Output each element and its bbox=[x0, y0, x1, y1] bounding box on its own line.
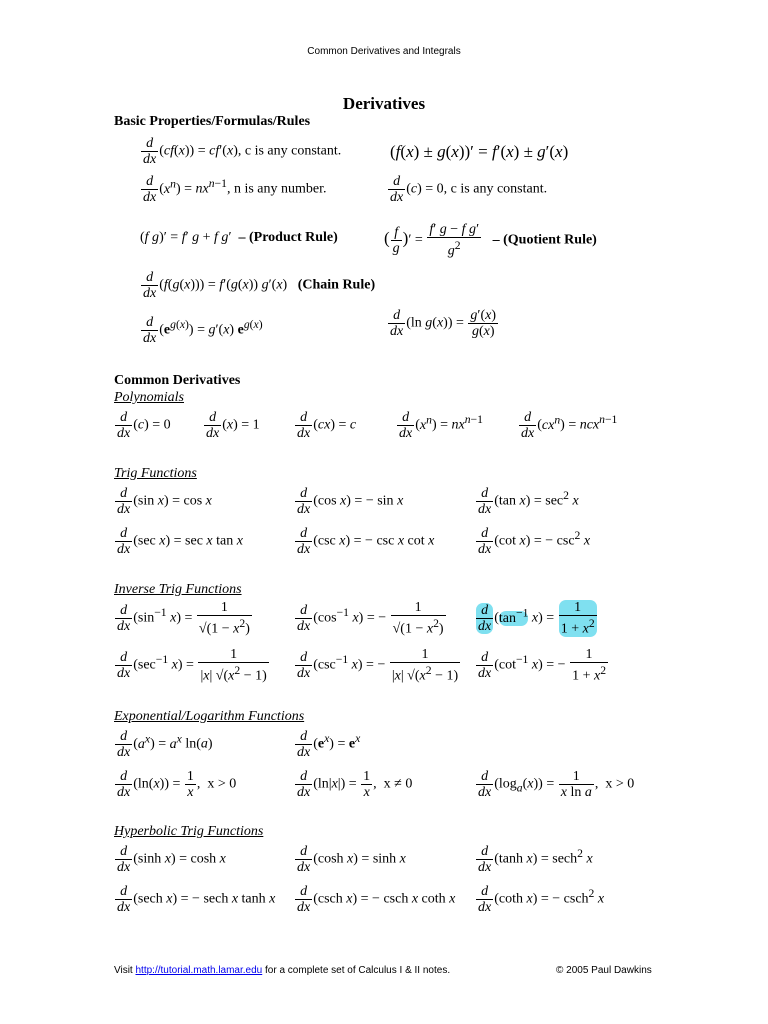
common-heading: Common Derivatives bbox=[114, 373, 241, 388]
footer-copyright: © 2005 Paul Dawkins bbox=[556, 965, 652, 976]
formula-d-arcsin: $\frac{d}{dx}$ ($\sin^{-1}$ x) = $\frac{1}{√(1 - x^2)}$ bbox=[117, 600, 250, 637]
formula-d-csch: $\frac{d}{dx}$ (csch x) = − csch x coth x bbox=[297, 884, 456, 915]
formula-d-cot: $\frac{d}{dx}$ (cot x) = − $\csc^2 x$ bbox=[478, 526, 591, 557]
footer-link[interactable]: http://tutorial.math.lamar.edu bbox=[135, 965, 263, 976]
chain-rule-label: (Chain Rule) bbox=[297, 277, 376, 293]
formula-d-arctan: $\frac{d}{dx}$ ($\tan^{-1}$ x) = $\frac{1}{1 + x^2}$ bbox=[478, 600, 595, 637]
formula-constant-multiple: $\frac{d}{dx}$ (cf(x)) = cf′(x), c is any constant. bbox=[143, 136, 342, 167]
formula-d-loga: $\frac{d}{dx}$ $(\log_a(x))$ = $\frac{1}{\text{x ln a}}$ , x > 0 bbox=[478, 769, 635, 800]
power-note: , n is any number. bbox=[226, 181, 327, 197]
footer-rest: for a complete set of Calculus I & II notes. bbox=[265, 965, 451, 976]
formula-d-cosh: $\frac{d}{dx}$ (cosh x) = sinh x bbox=[297, 844, 406, 875]
condition-ln: x > 0 bbox=[207, 776, 237, 792]
formula-product-rule: (f g)′ = f′ g + f g′ – (Product Rule) bbox=[140, 230, 338, 245]
formula-d-arccsc: $\frac{d}{dx}$ ($\csc^{-1}$ x) = − $\frac{1}{|x| √(x^2 - 1)}$ bbox=[297, 647, 459, 684]
condition-ln-abs: x ≠ 0 bbox=[383, 776, 413, 792]
footer-note bbox=[114, 965, 450, 976]
formula-d-csc: $\frac{d}{dx}$ (csc x) = − csc x cot x bbox=[297, 526, 435, 557]
formula-d-cxn: $\frac{d}{dx}$ $(cx^n) = ncx^{n-1}$ bbox=[521, 410, 618, 441]
formula-d-cos: $\frac{d}{dx}$ (cos x) = − sin x bbox=[297, 486, 404, 517]
formula-constant: $\frac{d}{dx}$ (c) = 0, c is any constant. bbox=[390, 174, 548, 205]
formula-d-x: $\frac{d}{dx}$ (x) = 1 bbox=[206, 410, 260, 441]
formula-power-rule: $\frac{d}{dx}$ $(x^n) = nx^{n-1}$, n is any number. bbox=[143, 174, 327, 205]
category-inverse-trig: Inverse Trig Functions bbox=[114, 582, 242, 597]
formula-d-ex: $\frac{d}{dx}$ $(e^x) = e^x$ bbox=[297, 729, 361, 760]
const-mult-note: , c is any constant. bbox=[237, 143, 342, 159]
formula-d-ln-abs: $\frac{d}{dx}$ (ln|x|) = $\frac{1}{x}$ , x ≠ 0 bbox=[297, 769, 413, 800]
formula-d-ax: $\frac{d}{dx}$ $(a^x) = a^x$ ln(a) bbox=[117, 729, 213, 760]
page-title: Derivatives bbox=[342, 94, 426, 113]
formula-d-const: $\frac{d}{dx}$ (c) = 0 bbox=[117, 410, 171, 441]
formula-d-sec: $\frac{d}{dx}$ (sec x) = sec x tan x bbox=[117, 526, 243, 557]
constant-note: , c is any constant. bbox=[443, 181, 548, 197]
category-hyperbolic: Hyperbolic Trig Functions bbox=[114, 824, 264, 839]
formula-d-sin: $\frac{d}{dx}$ (sin x) = cos x bbox=[117, 486, 212, 517]
formula-d-arccot: $\frac{d}{dx}$ ($\cot^{-1}$ x) = − $\frac{1}{1 + x^2}$ bbox=[478, 647, 607, 684]
condition-loga: x > 0 bbox=[605, 776, 635, 792]
quotient-rule-label: – (Quotient Rule) bbox=[492, 232, 597, 248]
formula-d-cx: $\frac{d}{dx}$ (cx) = c bbox=[297, 410, 357, 441]
formula-d-arcsec: $\frac{d}{dx}$ ($\sec^{-1}$ x) = $\frac{1}{|x| √(x^2 - 1)}$ bbox=[117, 647, 267, 684]
formula-log-chain: $\frac{d}{dx}$ (ln g(x)) = $\frac{g'(x)}{g(x)}$ bbox=[390, 308, 497, 339]
product-rule-label: – (Product Rule) bbox=[238, 230, 338, 245]
basic-heading: Basic Properties/Formulas/Rules bbox=[114, 114, 311, 129]
page-header: Common Derivatives and Integrals bbox=[307, 46, 461, 57]
category-polynomials: Polynomials bbox=[114, 390, 184, 405]
category-trig: Trig Functions bbox=[114, 466, 197, 481]
formula-d-sech: $\frac{d}{dx}$ (sech x) = − sech x tanh x bbox=[117, 884, 276, 915]
formula-d-arccos: $\frac{d}{dx}$ ($\cos^{-1}$ x) = − $\frac{1}{√(1 - x^2)}$ bbox=[297, 600, 444, 637]
formula-sum-rule: (f(x) ± g(x))′ = f′(x) ± g′(x) bbox=[390, 142, 569, 161]
formula-d-ln: $\frac{d}{dx}$ (ln(x)) = $\frac{1}{x}$ , x > 0 bbox=[117, 769, 237, 800]
formula-d-xn: $\frac{d}{dx}$ $(x^n) = nx^{n-1}$ bbox=[399, 410, 483, 441]
footer-visit: Visit bbox=[114, 965, 133, 976]
formula-d-coth: $\frac{d}{dx}$ (coth x) = − csch$^2$ x bbox=[478, 884, 605, 915]
formula-d-sinh: $\frac{d}{dx}$ (sinh x) = cosh x bbox=[117, 844, 226, 875]
formula-exp-chain: $\frac{d}{dx}$ $(e^{g(x)}) = g'(x)$ $e^{g(x)}$ bbox=[143, 315, 263, 346]
formula-chain-rule: $\frac{d}{dx}$ (f(g(x))) = f′(g(x)) g′(x) (Chain Rule) bbox=[143, 270, 376, 301]
formula-quotient-rule: ( $\frac{f}{g}$ )′ = $\frac{\text{f′ g − f g′}}{g^2}$ – (Quotient Rule) bbox=[384, 222, 597, 259]
formula-d-tan: $\frac{d}{dx}$ (tan $x) = \sec^2 x$ bbox=[478, 486, 579, 517]
formula-d-tanh: $\frac{d}{dx}$ (tanh x) = sech$^2$ x bbox=[478, 844, 593, 875]
category-exp-log: Exponential/Logarithm Functions bbox=[114, 709, 305, 724]
